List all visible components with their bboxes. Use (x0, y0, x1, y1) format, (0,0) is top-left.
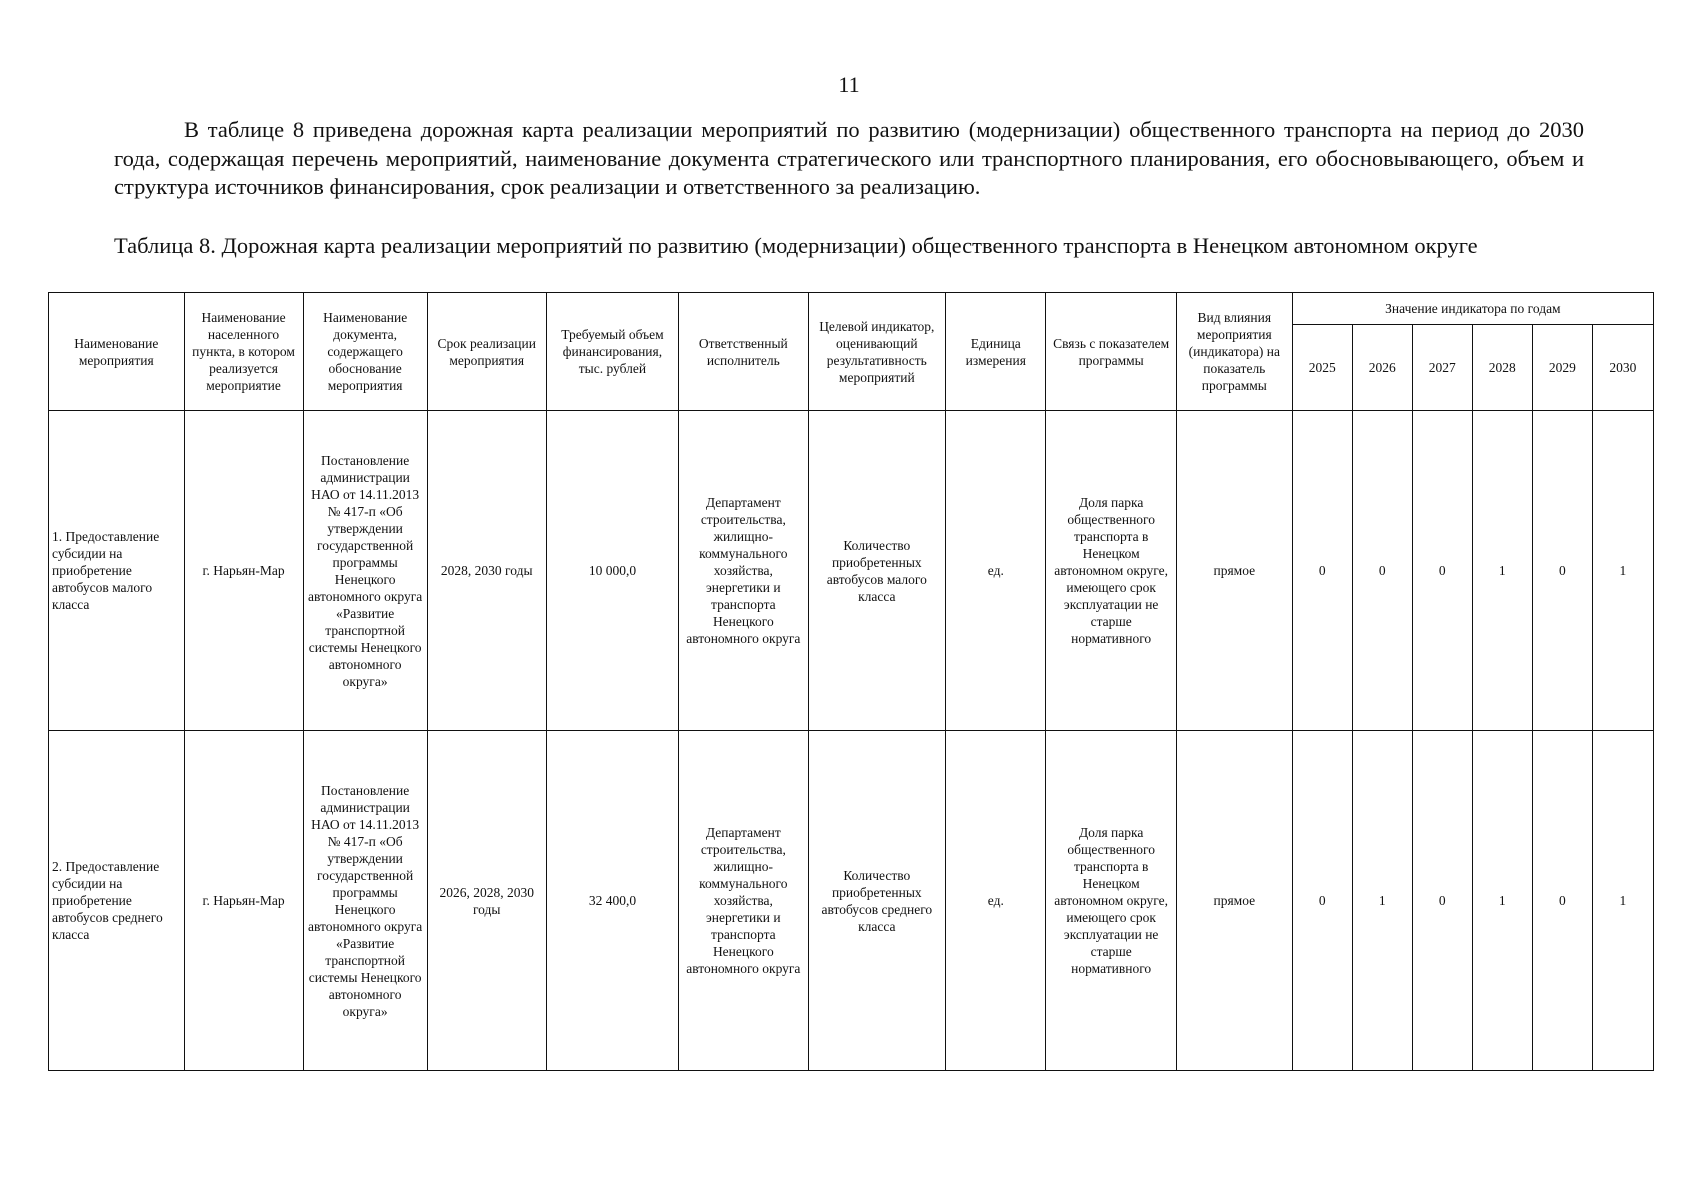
header-settlement: Наименование населенного пункта, в котором реализуется мероприятие (184, 293, 303, 411)
cell-unit: ед. (946, 411, 1046, 731)
cell-executor: Департамент строительства, жилищно-коммунального хозяйства, энергетики и транспорта Ненецкого автономного округа (679, 731, 808, 1071)
table-caption: Таблица 8. Дорожная карта реализации мероприятий по развитию (модернизации) общественного транспорта в Ненецком автономном округе (114, 233, 1478, 258)
header-executor: Ответственный исполнитель (679, 293, 808, 411)
cell-impact: прямое (1176, 731, 1292, 1071)
cell-year-value: 0 (1292, 731, 1352, 1071)
header-impact: Вид влияния мероприятия (индикатора) на показатель программы (1176, 293, 1292, 411)
table-row (49, 731, 1654, 1071)
cell-link: Доля парка общественного транспорта в Ненецком автономном округе, имеющего срок эксплуатации не старше нормативного (1046, 731, 1176, 1071)
header-year: 2029 (1532, 325, 1592, 411)
header-year: 2027 (1412, 325, 1472, 411)
cell-indicator: Количество приобретенных автобусов малого класса (808, 411, 946, 731)
cell-year-value: 0 (1412, 731, 1472, 1071)
cell-funding: 10 000,0 (546, 411, 678, 731)
cell-measure: 2. Предоставление субсидии на приобретение автобусов среднего класса (49, 731, 185, 1071)
cell-year-value: 1 (1472, 731, 1532, 1071)
cell-year-value: 1 (1352, 731, 1412, 1071)
header-measure: Наименование мероприятия (49, 293, 185, 411)
header-indicator: Целевой индикатор, оценивающий результативность мероприятий (808, 293, 946, 411)
header-year: 2026 (1352, 325, 1412, 411)
cell-link: Доля парка общественного транспорта в Ненецком автономном округе, имеющего срок эксплуатации не старше нормативного (1046, 411, 1176, 731)
cell-year-value: 1 (1592, 731, 1653, 1071)
table-header-row (49, 293, 1654, 325)
cell-term: 2028, 2030 годы (427, 411, 546, 731)
cell-term: 2026, 2028, 2030 годы (427, 731, 546, 1071)
cell-year-value: 0 (1292, 411, 1352, 731)
header-year: 2030 (1592, 325, 1653, 411)
header-term: Срок реализации мероприятия (427, 293, 546, 411)
cell-executor: Департамент строительства, жилищно-коммунального хозяйства, энергетики и транспорта Ненецкого автономного округа (679, 411, 808, 731)
cell-document: Постановление администрации НАО от 14.11.2013 № 417-п «Об утверждении государственной программы Ненецкого автономного округа «Развитие транспортной системы Ненецкого автономного округа» (303, 731, 427, 1071)
cell-year-value: 1 (1592, 411, 1653, 731)
cell-year-value: 0 (1532, 731, 1592, 1071)
cell-year-value: 0 (1532, 411, 1592, 731)
table-row (49, 411, 1654, 731)
header-unit: Единица измерения (946, 293, 1046, 411)
intro-paragraph: В таблице 8 приведена дорожная карта реализации мероприятий по развитию (модернизации) общественного транспорта на период до 2030 года, содержащая перечень мероприятий, наименование документа стратегического или транспортного планирования, его обосновывающего, объем и структура источников финансирования, срок реализации и ответственного за реализацию. (114, 117, 1584, 199)
cell-year-value: 0 (1412, 411, 1472, 731)
page-number: 11 (838, 72, 860, 97)
roadmap-table (48, 292, 1654, 1071)
cell-year-value: 1 (1472, 411, 1532, 731)
header-link: Связь с показателем программы (1046, 293, 1176, 411)
header-year: 2025 (1292, 325, 1352, 411)
cell-impact: прямое (1176, 411, 1292, 731)
cell-document: Постановление администрации НАО от 14.11.2013 № 417-п «Об утверждении государственной программы Ненецкого автономного округа «Развитие транспортной системы Ненецкого автономного округа» (303, 411, 427, 731)
header-year: 2028 (1472, 325, 1532, 411)
cell-indicator: Количество приобретенных автобусов среднего класса (808, 731, 946, 1071)
header-years-group: Значение индикатора по годам (1292, 293, 1653, 325)
header-funding: Требуемый объем финансирования, тыс. рублей (546, 293, 678, 411)
cell-year-value: 0 (1352, 411, 1412, 731)
cell-settlement: г. Нарьян-Мар (184, 731, 303, 1071)
cell-settlement: г. Нарьян-Мар (184, 411, 303, 731)
header-document: Наименование документа, содержащего обоснование мероприятия (303, 293, 427, 411)
cell-measure: 1. Предоставление субсидии на приобретение автобусов малого класса (49, 411, 185, 731)
cell-funding: 32 400,0 (546, 731, 678, 1071)
cell-unit: ед. (946, 731, 1046, 1071)
